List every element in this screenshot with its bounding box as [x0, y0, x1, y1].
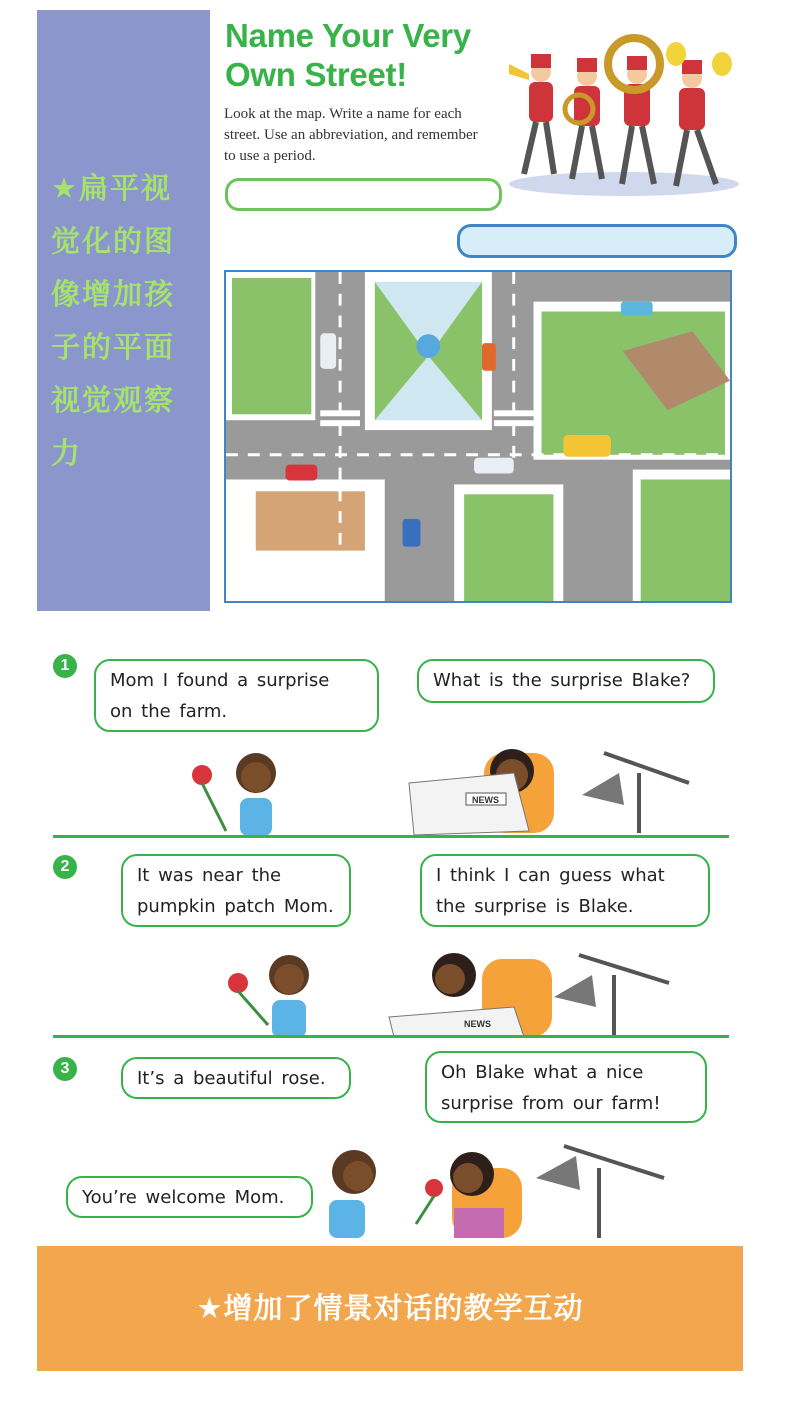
newspaper-label-2: NEWS: [464, 1019, 491, 1029]
scene-1-number: 1: [53, 654, 77, 678]
scene-1-illustration: [184, 743, 724, 838]
scene-1-left-line-2: on the farm.: [110, 701, 228, 722]
scene-2-illustration: [224, 945, 724, 1040]
band-member-1: [509, 54, 554, 174]
worksheet-title-line-2: Own Street!: [225, 56, 407, 93]
dialogue-panel: [44, 633, 770, 1238]
street-map-illustration: [224, 270, 732, 603]
worksheet-title-line-1: Name Your Very: [225, 17, 471, 54]
scene-3-illustration: [324, 1138, 724, 1238]
rose-icon: [192, 765, 212, 785]
scene-divider-1: [53, 835, 729, 838]
scene-2-left-line-1: It was near the: [137, 865, 282, 886]
worksheet-page: [212, 0, 746, 606]
marching-band-illustration: [494, 34, 744, 199]
band-member-4: [666, 42, 732, 186]
fountain: [416, 334, 440, 358]
band-member-2: [565, 58, 602, 179]
rose-icon: [425, 1179, 443, 1197]
side-panel: [37, 10, 210, 611]
scene-1-left-bubble: [94, 659, 379, 732]
scene-2-left-bubble: [121, 854, 351, 927]
scene-1-left-line-1: Mom I found a surprise: [110, 670, 330, 691]
scene-3-right-line-2: surprise from our farm!: [441, 1093, 661, 1114]
scene-2-right-line-2: the surprise is Blake.: [436, 896, 634, 917]
street-name-box-blue[interactable]: [457, 224, 737, 258]
bottom-banner: [37, 1246, 743, 1371]
scene-3-extra-bubble: [66, 1176, 313, 1218]
bus: [320, 333, 336, 369]
scene-2-right-line-1: I think I can guess what: [436, 865, 665, 886]
bottom-banner-caption: ★增加了情景对话的教学互动: [196, 1291, 584, 1325]
school-bus: [563, 435, 611, 457]
scene-2-right-bubble: [420, 854, 710, 927]
newspaper-label-1: NEWS: [472, 795, 499, 805]
band-member-3: [608, 38, 660, 184]
scene-2-left-line-2: pumpkin patch Mom.: [137, 896, 334, 917]
scene-1-right-bubble: [417, 659, 715, 703]
scene-3-right-line-1: Oh Blake what a nice: [441, 1062, 644, 1083]
scene-3-extra-line-1: You’re welcome Mom.: [82, 1187, 285, 1208]
worksheet-title: [225, 16, 471, 94]
street-name-box-green[interactable]: [225, 178, 502, 211]
rose-icon: [228, 973, 248, 993]
scene-3-number: 3: [53, 1057, 77, 1081]
side-panel-caption: ★扁平视觉化的图像增加孩子的平面视觉观察力: [51, 171, 176, 470]
scene-divider-2: [53, 1035, 729, 1038]
worksheet-instructions: Look at the map. Write a name for each street. Use an abbreviation, and remember to use a period.: [224, 106, 478, 164]
scene-3-left-line-1: It’s a beautiful rose.: [137, 1068, 326, 1089]
scene-3-left-bubble: [121, 1057, 351, 1099]
scene-1-right-line-1: What is the surprise Blake?: [433, 670, 691, 691]
scene-2-number: 2: [53, 855, 77, 879]
scene-3-right-bubble: [425, 1051, 707, 1123]
